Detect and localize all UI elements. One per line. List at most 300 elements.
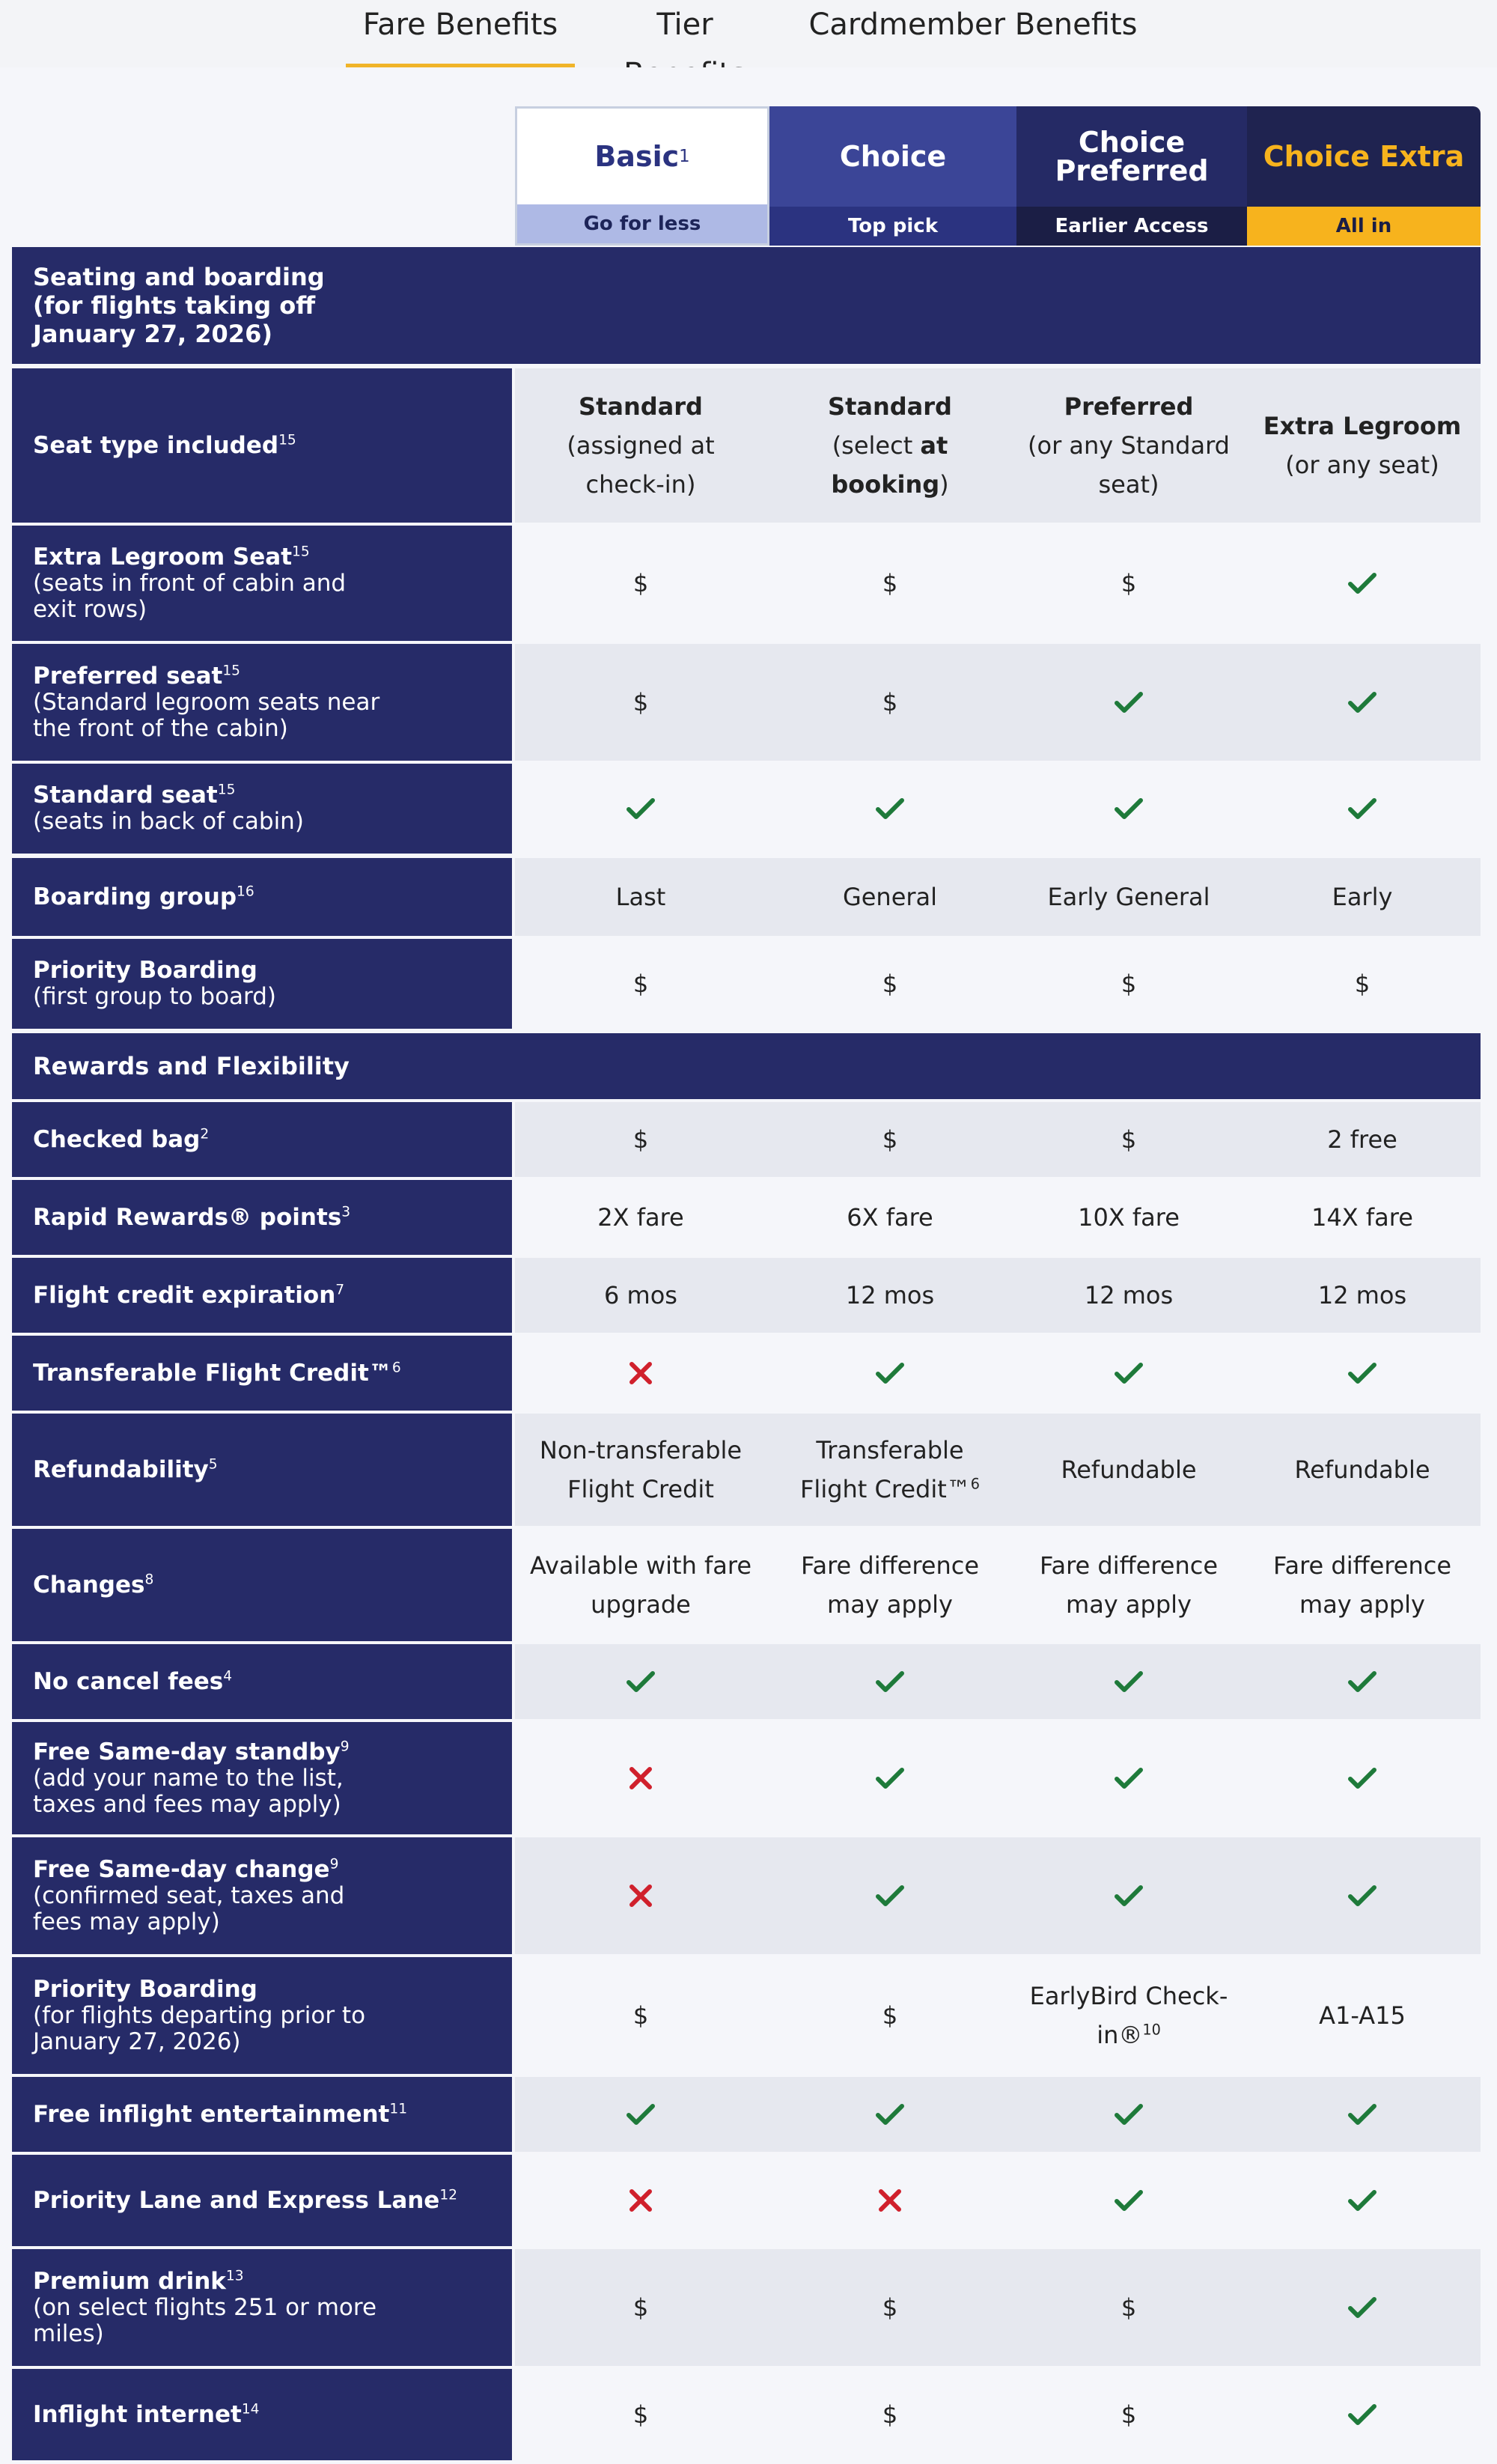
price-icon: $ (882, 2400, 898, 2429)
price-icon: $ (882, 688, 898, 717)
value-detail (780, 426, 1000, 504)
table-row (12, 1644, 1481, 1719)
row-title-text: Free Same-day standby (33, 1738, 341, 1765)
table-row (12, 1102, 1481, 1177)
row-label (12, 368, 512, 523)
check-icon (1115, 2189, 1143, 2212)
row-label (12, 1414, 512, 1526)
table-row (12, 368, 1481, 523)
check-icon (876, 797, 904, 820)
value-text (1263, 407, 1461, 484)
footnote-marker: 9 (329, 1856, 339, 1873)
footnote-marker: 15 (278, 432, 296, 448)
value-cell (515, 644, 766, 761)
row-title-text: Priority Boarding (33, 957, 257, 984)
table-row (12, 2077, 1481, 2152)
check-icon (1115, 2103, 1143, 2126)
row-title-text: Priority Boarding (33, 1975, 257, 2003)
value-cell (1013, 939, 1244, 1029)
row-title (33, 1977, 491, 2003)
row-label (12, 939, 512, 1029)
value-cell (1013, 1529, 1244, 1641)
value-cell (1244, 764, 1481, 854)
row-label (12, 2249, 512, 2366)
cross-icon (877, 2188, 903, 2213)
row-values (515, 764, 1481, 854)
table-row (12, 1258, 1481, 1333)
tab-cardmember-benefits[interactable]: Cardmember Benefits (808, 7, 1138, 42)
row-label (12, 1957, 512, 2074)
row-title (33, 1739, 491, 1765)
row-values (515, 2369, 1481, 2460)
price-icon: $ (632, 970, 649, 998)
table-row (12, 2249, 1481, 2366)
fare-name-basic: Basic 1 (594, 140, 690, 173)
section-title: Seating and boarding (33, 263, 325, 291)
value-cell (515, 1722, 766, 1834)
table-row (12, 939, 1481, 1029)
value-cell (766, 2249, 1013, 2366)
row-title-text: Inflight internet (33, 2400, 242, 2428)
fare-tag-choice-extra: All in (1247, 207, 1481, 246)
table-row (12, 1336, 1481, 1411)
row-title-text: Preferred seat (33, 662, 223, 690)
row-title (33, 433, 491, 459)
value-cell (766, 1180, 1013, 1255)
row-title-text: Standard seat (33, 782, 218, 809)
value-cell (1013, 526, 1244, 641)
check-icon (1348, 1767, 1376, 1789)
value-heading: Standard (828, 392, 952, 421)
value-text (1027, 387, 1231, 504)
value-cell (766, 1258, 1013, 1333)
row-title-text: Rapid Rewards® points (33, 1203, 342, 1231)
check-icon (1348, 1670, 1376, 1693)
value-cell (766, 1644, 1013, 1719)
row-title (33, 782, 491, 809)
value-cell (1244, 1722, 1481, 1834)
section-title: Rewards and Flexibility (33, 1052, 350, 1080)
row-title (33, 2188, 491, 2214)
value-cell (515, 2077, 766, 2152)
footnote-marker: 14 (241, 2401, 260, 2418)
value-text: Non-transferable Flight Credit (539, 1436, 743, 1503)
row-values (515, 2155, 1481, 2246)
value-cell (1013, 2369, 1244, 2460)
value-text: Early (1332, 883, 1393, 911)
value-cell (766, 2369, 1013, 2460)
table-row (12, 1722, 1481, 1834)
row-title (33, 2102, 491, 2128)
table-row (12, 764, 1481, 854)
price-icon: $ (632, 1125, 649, 1154)
row-label (12, 1837, 512, 1954)
value-cell (766, 644, 1013, 761)
price-icon: $ (632, 2001, 649, 2030)
value-cell (1013, 2077, 1244, 2152)
value-cell (1244, 1102, 1481, 1177)
check-icon (1115, 691, 1143, 714)
value-text (1027, 1977, 1231, 2054)
table-row (12, 1837, 1481, 1954)
value-cell (1013, 1258, 1244, 1333)
cross-icon (628, 1883, 653, 1908)
footnote-marker: 11 (389, 2101, 408, 2117)
value-cell (515, 764, 766, 854)
value-cell (766, 1957, 1013, 2074)
value-cell (1013, 1957, 1244, 2074)
value-detail-bold: at booking (831, 431, 948, 499)
check-icon (876, 1884, 904, 1907)
row-values (515, 1529, 1481, 1641)
value-detail: (or any seat) (1285, 451, 1439, 479)
value-cell (1244, 1414, 1481, 1526)
row-title (33, 663, 491, 690)
value-detail: EarlyBird Check-in® (1029, 1982, 1228, 2049)
value-text: Fare difference may apply (800, 1551, 980, 1619)
value-cell (766, 1102, 1013, 1177)
price-icon: $ (632, 2293, 649, 2322)
fare-tag-choice-preferred: Earlier Access (1016, 207, 1247, 246)
check-icon (876, 1767, 904, 1789)
row-values (515, 526, 1481, 641)
footnote-marker: 5 (208, 1456, 218, 1473)
row-title-text: Refundability (33, 1455, 209, 1483)
value-cell (1013, 2155, 1244, 2246)
row-label (12, 2155, 512, 2246)
row-values (515, 1644, 1481, 1719)
value-cell (515, 2249, 766, 2366)
value-text: 2X fare (597, 1203, 684, 1232)
value-text: A1-A15 (1319, 2001, 1406, 2030)
value-cell (515, 1837, 766, 1954)
value-text: 14X fare (1311, 1203, 1413, 1232)
fare-header-basic[interactable] (515, 106, 769, 246)
table-row (12, 526, 1481, 641)
value-text (780, 1431, 1000, 1509)
value-cell (1013, 1722, 1244, 1834)
fare-name-text: Basic (594, 140, 680, 173)
value-detail-post: ) (939, 470, 949, 499)
row-label (12, 1722, 512, 1834)
footnote-marker: 8 (144, 1572, 154, 1588)
price-icon: $ (1121, 1125, 1137, 1154)
section-header (12, 247, 1481, 364)
value-cell (515, 526, 766, 641)
row-title-text: Free inflight entertainment (33, 2100, 390, 2128)
row-label (12, 1180, 512, 1255)
value-text: 12 mos (1317, 1281, 1407, 1309)
row-values (515, 1258, 1481, 1333)
check-icon (1348, 1362, 1376, 1384)
check-icon (1115, 1670, 1143, 1693)
fare-name-choice: Choice (839, 140, 947, 173)
value-cell (515, 858, 766, 936)
value-cell (766, 2155, 1013, 2246)
check-icon (876, 2103, 904, 2126)
row-values (515, 1722, 1481, 1834)
value-text: 12 mos (1084, 1281, 1174, 1309)
footnote-marker: 10 (1142, 2021, 1161, 2039)
section-subtitle: (for flights taking off January 27, 2026) (33, 291, 316, 348)
table-row (12, 858, 1481, 936)
check-icon (626, 2103, 655, 2126)
row-subtitle: (on select flights 251 or more miles) (33, 2293, 377, 2347)
value-text: Fare difference may apply (1039, 1551, 1219, 1619)
footnote-marker: 7 (335, 1282, 345, 1298)
value-cell (515, 1644, 766, 1719)
row-subtitle: (seats in back of cabin) (33, 808, 304, 835)
row-values (515, 858, 1481, 936)
value-cell (1013, 644, 1244, 761)
row-title (33, 1127, 491, 1153)
row-title-text: Flight credit expiration (33, 1281, 336, 1309)
row-title (33, 1669, 491, 1695)
check-icon (1115, 797, 1143, 820)
row-title-text: No cancel fees (33, 1667, 224, 1695)
value-cell (1244, 858, 1481, 936)
table-row (12, 2369, 1481, 2460)
value-heading: Standard (579, 392, 703, 421)
value-cell (1244, 2249, 1481, 2366)
row-subtitle: (add your name to the list, taxes and fees may apply) (33, 1764, 344, 1818)
value-cell (766, 1414, 1013, 1526)
value-cell (1013, 1644, 1244, 1719)
table-row (12, 1414, 1481, 1526)
row-label (12, 764, 512, 854)
value-text: Last (615, 883, 666, 911)
value-cell (515, 1102, 766, 1177)
value-cell (766, 2077, 1013, 2152)
tab-fare-benefits[interactable]: Fare Benefits (346, 0, 575, 67)
row-title (33, 1283, 491, 1309)
value-cell (1244, 1336, 1481, 1411)
footnote-marker: 12 (439, 2187, 458, 2203)
value-cell (1013, 764, 1244, 854)
value-cell (1244, 368, 1481, 523)
value-cell (1013, 1837, 1244, 1954)
row-title (33, 958, 491, 984)
footnote-marker: 6 (391, 1360, 401, 1376)
price-icon: $ (882, 2001, 898, 2030)
value-cell (515, 368, 766, 523)
row-title (33, 2402, 491, 2428)
section-title-block (33, 263, 422, 348)
row-values (515, 1837, 1481, 1954)
value-cell (766, 858, 1013, 936)
price-icon: $ (632, 2400, 649, 2429)
table-row (12, 644, 1481, 761)
check-icon (876, 1670, 904, 1693)
price-icon: $ (882, 569, 898, 597)
row-values (515, 644, 1481, 761)
row-title (33, 1572, 491, 1598)
row-label (12, 1102, 512, 1177)
price-icon: $ (882, 1125, 898, 1154)
value-cell (515, 2369, 766, 2460)
row-subtitle: (first group to board) (33, 983, 277, 1010)
row-title-text: Premium drink (33, 2267, 226, 2295)
value-text: Fare difference may apply (1272, 1551, 1452, 1619)
value-text: 12 mos (845, 1281, 935, 1309)
row-subtitle: (confirmed seat, taxes and fees may apply) (33, 1882, 345, 1935)
price-icon: $ (1121, 569, 1137, 597)
footnote-marker: 16 (237, 883, 254, 900)
value-cell (1013, 858, 1244, 936)
fare-name-choice-extra: Choice Extra (1263, 140, 1465, 173)
value-text: Refundable (1061, 1455, 1197, 1484)
fare-header-choice[interactable] (769, 106, 1016, 246)
value-cell (1013, 2249, 1244, 2366)
footnote-marker: 15 (222, 663, 241, 679)
row-values (515, 1180, 1481, 1255)
value-text (528, 387, 753, 504)
check-icon (1115, 1362, 1143, 1384)
section-title-block (33, 1052, 350, 1080)
value-cell (1244, 2369, 1481, 2460)
value-text: 2 free (1327, 1125, 1397, 1154)
cross-icon (628, 1360, 653, 1386)
row-title-text: Seat type included (33, 431, 279, 459)
price-icon: $ (882, 2293, 898, 2322)
row-values (515, 1957, 1481, 2074)
cross-icon (628, 1765, 653, 1791)
row-label (12, 644, 512, 761)
fare-header-choice-preferred[interactable] (1016, 106, 1247, 246)
price-icon: $ (1121, 2293, 1137, 2322)
value-cell (1244, 1837, 1481, 1954)
table-row (12, 1529, 1481, 1641)
value-detail: (or any Standard seat) (1028, 431, 1230, 499)
value-cell (515, 1957, 766, 2074)
price-icon: $ (1354, 970, 1371, 998)
footnote-marker: 15 (217, 782, 236, 798)
row-values (515, 2249, 1481, 2366)
row-title (33, 544, 491, 571)
value-cell (1013, 1102, 1244, 1177)
price-icon: $ (632, 569, 649, 597)
check-icon (1115, 1884, 1143, 1907)
row-values (515, 1336, 1481, 1411)
check-icon (1348, 797, 1376, 820)
row-values (515, 2077, 1481, 2152)
value-cell (1244, 1529, 1481, 1641)
tab-tier-benefits[interactable]: Tier (656, 7, 713, 42)
section-header (12, 1033, 1481, 1099)
row-label (12, 1644, 512, 1719)
fare-tag-choice: Top pick (769, 207, 1016, 246)
value-text (780, 387, 1000, 504)
row-title-text: Priority Lane and Express Lane (33, 2186, 440, 2214)
value-cell (1244, 1258, 1481, 1333)
row-title-text: Boarding group (33, 883, 237, 910)
row-label (12, 2077, 512, 2152)
value-cell (766, 1336, 1013, 1411)
price-icon: $ (1121, 970, 1137, 998)
row-title (33, 2269, 491, 2295)
value-cell (1244, 526, 1481, 641)
row-title-text: Checked bag (33, 1125, 201, 1153)
row-subtitle: (for flights departing prior to January 27, 2026) (33, 2001, 366, 2055)
value-text: 10X fare (1078, 1203, 1180, 1232)
value-cell (515, 2155, 766, 2246)
value-cell (515, 1258, 766, 1333)
table-row (12, 1957, 1481, 2074)
value-heading: Preferred (1064, 392, 1194, 421)
row-title (33, 1457, 491, 1483)
table-row (12, 2155, 1481, 2246)
row-title-text: Free Same-day change (33, 1855, 330, 1883)
fare-header-choice-extra[interactable] (1247, 106, 1481, 246)
table-row (12, 1180, 1481, 1255)
value-cell (1244, 2077, 1481, 2152)
price-icon: $ (632, 688, 649, 717)
value-text: Available with fare upgrade (529, 1551, 752, 1619)
row-values (515, 368, 1481, 523)
check-icon (1348, 1884, 1376, 1907)
check-icon (1348, 2189, 1376, 2212)
row-values (515, 1414, 1481, 1526)
row-label (12, 2369, 512, 2460)
value-text: Refundable (1294, 1455, 1430, 1484)
row-title (33, 1205, 491, 1231)
row-label (12, 1258, 512, 1333)
check-icon (1115, 1767, 1143, 1789)
row-values (515, 1102, 1481, 1177)
row-title-text: Extra Legroom Seat (33, 543, 293, 571)
row-title (33, 1857, 491, 1883)
check-icon (626, 1670, 655, 1693)
value-text: General (842, 883, 938, 911)
row-label (12, 1336, 512, 1411)
value-cell (515, 1414, 766, 1526)
value-cell (1244, 1180, 1481, 1255)
footnote-marker: 2 (200, 1126, 210, 1143)
footnote-marker: 4 (223, 1668, 233, 1685)
fare-tabs (0, 0, 1497, 67)
row-label (12, 1529, 512, 1641)
row-title-text: Changes (33, 1571, 145, 1598)
value-cell (1013, 368, 1244, 523)
value-cell (1013, 1180, 1244, 1255)
value-cell (766, 1837, 1013, 1954)
check-icon (1348, 2403, 1376, 2426)
value-cell (766, 368, 1013, 523)
value-cell (766, 1529, 1013, 1641)
row-title-text: Transferable Flight Credit™ (33, 1359, 392, 1387)
row-title (33, 884, 491, 910)
value-text: Early General (1047, 883, 1210, 911)
value-cell (515, 1529, 766, 1641)
footnote-marker: 13 (225, 2268, 244, 2284)
footnote-marker: 15 (292, 544, 310, 560)
value-cell (766, 764, 1013, 854)
value-cell (1244, 644, 1481, 761)
value-detail: (assigned at check-in) (567, 431, 715, 499)
value-cell (1013, 1414, 1244, 1526)
row-title (33, 1360, 491, 1387)
value-cell (515, 1336, 766, 1411)
value-cell (766, 526, 1013, 641)
value-cell (1244, 1957, 1481, 2074)
check-icon (1348, 2103, 1376, 2126)
value-cell (1244, 2155, 1481, 2246)
check-icon (1348, 2296, 1376, 2319)
footnote-marker: 3 (341, 1204, 351, 1220)
row-label (12, 858, 512, 936)
row-label (12, 526, 512, 641)
check-icon (1348, 572, 1376, 594)
